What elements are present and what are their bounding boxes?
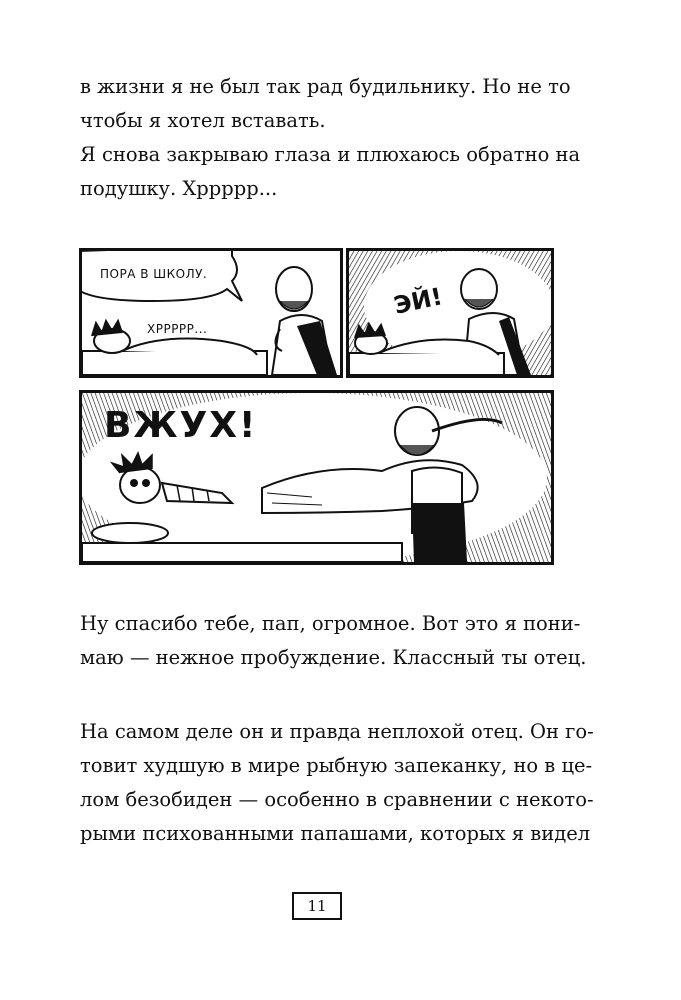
text-line: Ну спасибо тебе, пап, огромное. Вот это я пони- <box>80 612 581 635</box>
snore-text: ХРРРРР... <box>147 322 208 336</box>
text-line: подушку. Хррррр... <box>80 177 278 200</box>
comic-panel-1 <box>79 248 343 378</box>
sound-effect-text: ВЖУХ! <box>104 405 258 446</box>
text-line: товит худшую в мире рыбную запеканку, но в це- <box>80 754 593 777</box>
comic-panel-3-art <box>82 393 551 562</box>
text-line: чтобы я хотел вставать. <box>80 109 326 132</box>
text-line: маю — нежное пробуждение. Классный ты отец. <box>80 646 587 669</box>
text-line: в жизни я не был так рад будильнику. Но не то <box>80 75 571 98</box>
comic-panel-2 <box>346 248 554 378</box>
comic-panel-1-art <box>82 251 340 375</box>
text-line: Я снова закрываю глаза и плюхаюсь обратно на <box>80 143 581 166</box>
exclaim-text: ЭЙ! <box>391 282 445 320</box>
paragraph-2 <box>80 607 587 675</box>
comic-panel-2-art <box>349 251 551 375</box>
paragraph-3 <box>80 715 594 851</box>
comic-panel-3 <box>79 390 554 565</box>
text-line: лом безобиден — особенно в сравнении с некото- <box>80 788 594 811</box>
speech-bubble-text: ПОРА В ШКОЛУ. <box>100 267 208 281</box>
paragraph-1 <box>80 70 581 206</box>
page-number: 11 <box>292 892 342 920</box>
text-line: рыми психованными папашами, которых я видел <box>80 822 591 845</box>
text-line: На самом деле он и правда неплохой отец. Он го- <box>80 720 594 743</box>
